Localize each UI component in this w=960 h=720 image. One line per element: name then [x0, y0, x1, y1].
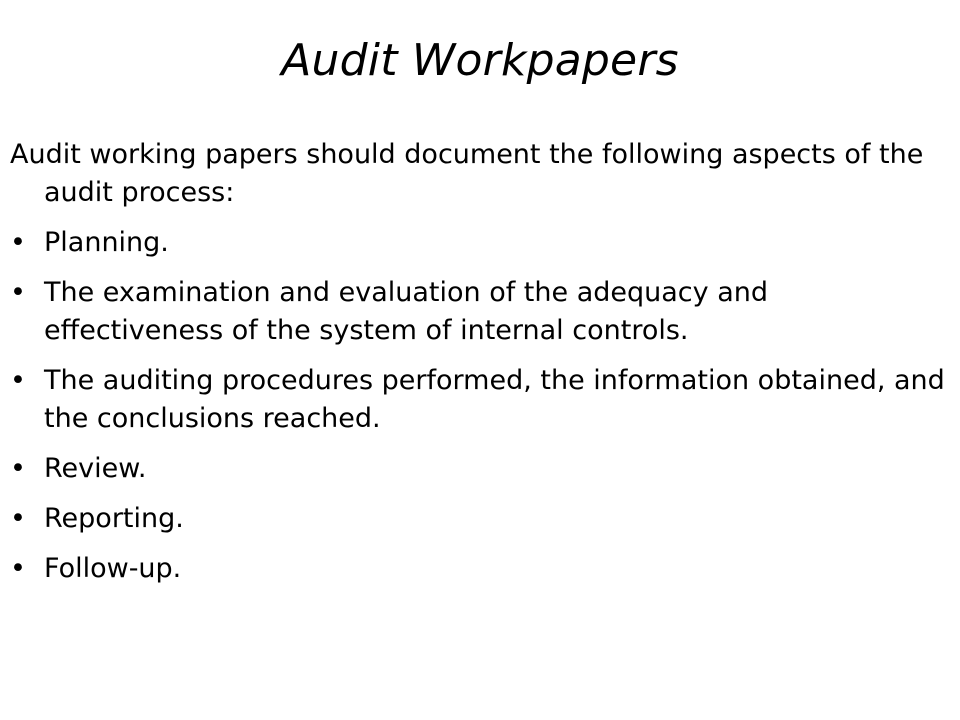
slide-title: Audit Workpapers [281, 35, 679, 86]
bullet-text: Planning. [44, 227, 169, 258]
bullet-text: Review. [44, 453, 147, 484]
bullet-list [10, 224, 950, 588]
bullet-icon: • [10, 453, 26, 484]
intro-paragraph: Audit working papers should document the following aspects of the audit process: [10, 139, 924, 208]
bullet-icon: • [10, 277, 26, 308]
bullet-item [10, 450, 950, 488]
bullet-icon: • [10, 365, 26, 396]
bullet-item [10, 274, 950, 350]
bullet-text: The auditing procedures performed, the information obtained, and the conclusions reached. [44, 365, 945, 434]
bullet-icon: • [10, 553, 26, 584]
bullet-item [10, 550, 950, 588]
bullet-item [10, 500, 950, 538]
bullet-text: Follow-up. [44, 553, 182, 584]
bullet-item [10, 224, 950, 262]
bullet-icon: • [10, 503, 26, 534]
bullet-icon: • [10, 227, 26, 258]
bullet-item [10, 362, 950, 438]
bullet-text: Reporting. [44, 503, 184, 534]
slide-content [10, 136, 950, 600]
bullet-text: The examination and evaluation of the adequacy and effectiveness of the system of internal controls. [44, 277, 768, 346]
